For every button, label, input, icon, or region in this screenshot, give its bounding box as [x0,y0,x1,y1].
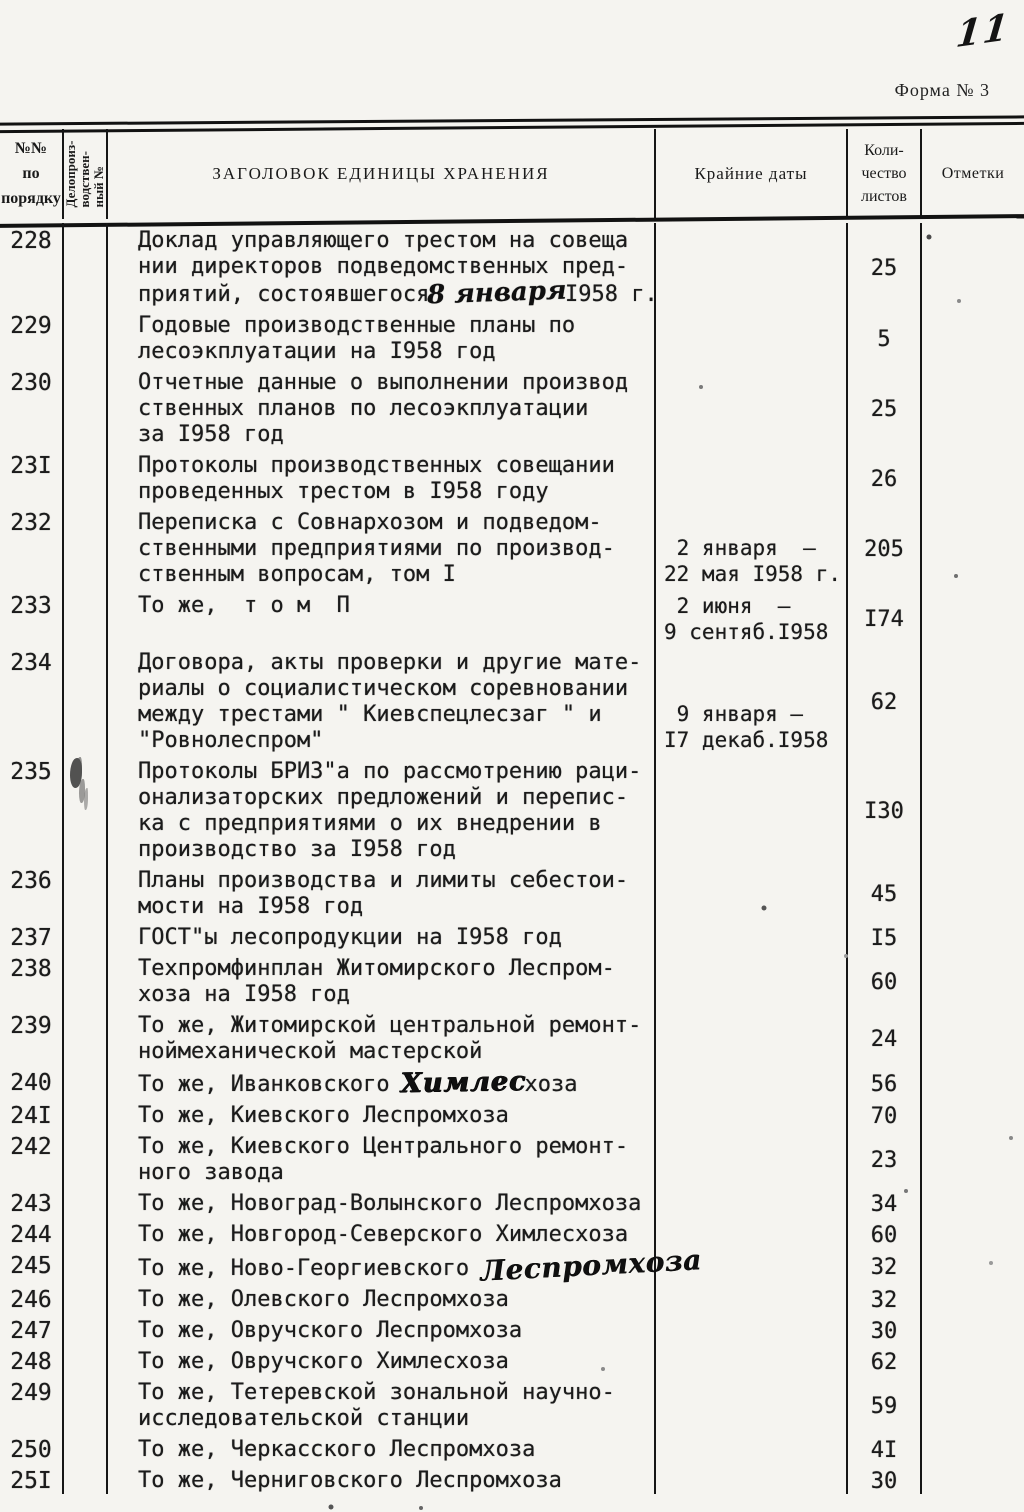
title-cell [108,1344,656,1375]
title-cell [108,645,656,754]
title-line [138,1243,703,1288]
record-number-cell [64,588,108,645]
sheet-count-cell: 70 [848,1098,922,1129]
title-cell [108,754,656,863]
record-number-cell [64,1065,108,1098]
row-number: 228 [0,223,64,308]
row-number: 242 [0,1129,64,1186]
title-line: Протоколы производственных совещании [138,453,615,478]
title-cell [108,1375,656,1432]
date-line: 2 июня – [664,594,791,618]
record-number-cell [64,1432,108,1463]
row-number: 229 [0,308,64,365]
notes-cell [922,1282,1024,1313]
notes-cell [922,645,1024,754]
record-number-cell [64,1344,108,1375]
title-line: хоза на I958 год [138,982,350,1007]
title-cell [108,1129,656,1186]
sheet-count-cell: I5 [848,920,922,951]
title-line [138,1065,654,1100]
record-number-cell [64,1463,108,1494]
record-number-cell [64,1313,108,1344]
title-line: мости на I958 год [138,894,364,919]
record-number-cell [64,1375,108,1432]
header-sheet-count: Коли- чество листов [848,129,922,219]
notes-cell [922,223,1024,308]
notes-cell [922,920,1024,951]
vertical-header-text: Делопроиз- водствен- ный № [63,140,106,208]
sheet-count-cell: 5 [848,308,922,365]
title-cell [108,1186,656,1217]
dates-cell [656,1432,848,1463]
title-cell [108,1282,656,1313]
title-line: ного завода [138,1160,284,1185]
notes-cell [922,1313,1024,1344]
sheet-count-cell: 56 [848,1065,922,1098]
table-row [0,365,1024,448]
row-number: 232 [0,505,64,588]
title-line: онализаторских предложений и перепис- [138,785,629,810]
title-line: риалы о социалистическом соревновании [138,676,629,701]
title-line: Доклад управляющего трестом на совеща [138,228,629,253]
dates-cell [656,645,848,754]
title-line: ноймеханической мастерской [138,1039,483,1064]
dates-cell [656,448,848,505]
title-line: исследовательской станции [138,1406,470,1431]
table-row [0,588,1024,645]
row-number: 237 [0,920,64,951]
table-row [0,223,1024,311]
dates-cell [656,951,848,1008]
title-line: "Ровнолеспром" [138,728,324,753]
row-number: 240 [0,1065,64,1098]
sheet-count-cell: 30 [848,1463,922,1494]
title-line: ственными предприятиями по производ- [138,536,615,561]
row-number: 24I [0,1098,64,1129]
dates-cell [656,1375,848,1432]
row-number: 233 [0,588,64,645]
title-line: ственных планов по лесоэкплуатации [138,396,589,421]
record-number-cell [64,1217,108,1248]
title-cell [108,1008,656,1065]
title-line: Переписка с Совнархозом и подведом- [138,510,602,535]
title-line: лесоэкплуатации на I958 год [138,339,496,364]
table-row [0,1313,1024,1344]
sheet-count-cell: 26 [848,448,922,505]
notes-cell [922,1186,1024,1217]
notes-cell [922,308,1024,365]
table-row [0,1186,1024,1217]
dates-cell [656,505,848,588]
title-cell [108,365,656,448]
date-line: 22 мая I958 г. [664,562,842,586]
title-line: ка с предприятиями о их внедрении в [138,811,602,836]
record-number-cell [64,951,108,1008]
title-line: производство за I958 год [138,837,456,862]
typed-text: То же, Иванковского [138,1072,403,1097]
scan-noise [0,0,2,2]
table-row [0,754,1024,863]
table-row [0,1344,1024,1375]
row-number: 247 [0,1313,64,1344]
title-line: То же, Киевского Центрального ремонт- [138,1134,629,1159]
title-cell [108,223,658,311]
notes-cell [922,1375,1024,1432]
row-number: 236 [0,863,64,920]
header-title: ЗАГОЛОВОК ЕДИНИЦЫ ХРАНЕНИЯ [108,129,656,219]
header-notes: Отметки [941,165,1005,182]
title-cell [108,448,656,505]
table-body [0,223,1024,1494]
dates-cell [656,1008,848,1065]
table-row [0,1008,1024,1065]
dates-cell [656,1129,848,1186]
row-number: 235 [0,754,64,863]
title-cell [108,1432,656,1463]
row-number: 245 [0,1248,64,1282]
table-row [0,1375,1024,1432]
title-line: между трестами " Киевспецлесзаг " и [138,702,602,727]
title-line: ственным вопросам, том I [138,562,456,587]
record-number-cell [64,1248,108,1282]
sheet-count-cell: 25 [848,223,922,308]
dates-cell [656,920,848,951]
table-row [0,1243,1024,1288]
record-number-cell [64,308,108,365]
table-row [0,951,1024,1008]
row-number: 239 [0,1008,64,1065]
sheet-count-cell: 205 [848,505,922,588]
title-cell [108,505,656,588]
table-row [0,1065,1024,1098]
title-line: То же, Киевского Леспромхоза [138,1103,509,1128]
sheet-count-cell: 45 [848,863,922,920]
title-line: То же, Черниговского Леспромхоза [138,1468,562,1493]
title-cell [108,1065,656,1098]
notes-cell [922,951,1024,1008]
notes-cell [922,365,1024,448]
title-cell [108,588,656,645]
row-number: 246 [0,1282,64,1313]
sheet-count-cell: 62 [848,645,922,754]
record-number-cell [64,365,108,448]
date-line: 2 января – [664,536,816,560]
title-line: нии директоров подведомственных пред- [138,254,629,279]
title-line: Протоколы БРИЗ"а по рассмотрению раци- [138,759,642,784]
sheet-count-cell: 30 [848,1313,922,1344]
typed-text: приятий, состоявшегося [138,282,430,307]
title-line: То же, Новгород-Северского Химлесхоза [138,1222,629,1247]
table-header [0,129,1024,219]
sheet-count-cell: 24 [848,1008,922,1065]
handwritten-text: Химлес [400,1065,527,1100]
table-row [0,863,1024,920]
row-number: 234 [0,645,64,754]
notes-cell [922,1344,1024,1375]
header-dates: Крайние даты [656,129,848,219]
record-number-cell [64,863,108,920]
notes-cell [922,1065,1024,1098]
date-line: 9 сентяб.I958 [664,620,829,644]
dates-cell [656,1313,848,1344]
title-line: То же, Тетеревской зональной научно- [138,1380,615,1405]
record-number-cell [64,505,108,588]
row-number: 250 [0,1432,64,1463]
row-number: 244 [0,1217,64,1248]
record-number-cell [64,1282,108,1313]
sheet-count-cell: 59 [848,1375,922,1432]
sheet-count-cell: 60 [848,1217,922,1248]
title-line: Планы производства и лимиты себестои- [138,868,629,893]
notes-cell [922,588,1024,645]
row-number: 248 [0,1344,64,1375]
sheet-count-cell: 25 [848,365,922,448]
sheet-count-cell: 60 [848,951,922,1008]
title-line [138,275,658,311]
record-number-cell [64,1186,108,1217]
notes-cell [922,1008,1024,1065]
dates-cell [656,1065,848,1098]
notes-cell [922,448,1024,505]
record-number-cell [64,1098,108,1129]
sheet-count-cell: 34 [848,1186,922,1217]
title-line: То же, Житомирской центральной ремонт- [138,1013,642,1038]
title-line: То же, Черкасского Леспромхоза [138,1437,536,1462]
dates-cell [656,1282,848,1313]
sheet-count-cell: 4I [848,1432,922,1463]
table-row [0,1282,1024,1313]
dates-cell [656,308,848,365]
sheet-count-cell: I74 [848,588,922,645]
row-number: 249 [0,1375,64,1432]
sheet-count-cell: 32 [848,1282,922,1313]
dates-cell [656,1098,848,1129]
sheet-count-cell: I30 [848,754,922,863]
table-row [0,645,1024,754]
row-number: 25I [0,1463,64,1494]
notes-cell [922,863,1024,920]
dates-cell [656,1463,848,1494]
table-row [0,1098,1024,1129]
table-row [0,448,1024,505]
row-number: 23I [0,448,64,505]
title-cell [108,951,656,1008]
notes-cell [922,1217,1024,1248]
title-line: То же, Овручского Леспромхоза [138,1318,523,1343]
record-number-cell [64,645,108,754]
typed-text: То же, Ново-Георгиевского [138,1256,483,1281]
notes-cell [922,1098,1024,1129]
form-number-label: Форма № 3 [894,80,990,100]
header-order-number: №№ по порядку [0,129,64,219]
table-row [0,1463,1024,1494]
title-line: ГОСТ"ы лесопродукции на I958 год [138,925,562,950]
title-cell [108,1313,656,1344]
typed-text: I958 г. [565,282,658,307]
title-line: То же, т о м П [138,593,350,618]
title-cell [108,920,656,951]
handwritten-text: Леспромхоза [479,1243,703,1288]
row-number: 230 [0,365,64,448]
sheet-count-cell: 23 [848,1129,922,1186]
title-line: То же, Новоград-Волынского Леспромхоза [138,1191,642,1216]
record-number-cell [64,920,108,951]
notes-cell [922,1463,1024,1494]
row-number: 238 [0,951,64,1008]
record-number-cell [64,223,108,308]
title-line: проведенных трестом в I958 году [138,479,549,504]
typed-text: хоза [524,1072,578,1097]
title-cell [108,1243,703,1288]
title-cell [108,863,656,920]
notes-cell [922,1248,1024,1282]
title-line: То же, Овручского Химлесхоза [138,1349,509,1374]
notes-cell [922,1129,1024,1186]
title-line: Техпромфинплан Житомирского Леспром- [138,956,615,981]
dates-cell [656,754,848,863]
handwritten-page-number: 11 [953,5,1012,57]
title-cell [108,1217,656,1248]
title-line: То же, Олевского Леспромхоза [138,1287,509,1312]
title-line: Годовые производственные планы по [138,313,576,338]
title-line: за I958 год [138,422,284,447]
title-cell [108,1463,656,1494]
dates-cell [656,1344,848,1375]
table-row [0,1217,1024,1248]
dates-cell [656,1186,848,1217]
sheet-count-cell: 62 [848,1344,922,1375]
title-line: Отчетные данные о выполнении производ [138,370,629,395]
sheet-count-cell: 32 [848,1248,922,1282]
record-number-cell [64,1129,108,1186]
notes-cell [922,1432,1024,1463]
table-row [0,1129,1024,1186]
date-line: 9 января – [664,702,804,726]
notes-cell [922,505,1024,588]
date-line: I7 декаб.I958 [664,728,829,752]
header-record-number [64,129,108,219]
table-row [0,920,1024,951]
dates-cell [656,365,848,448]
table-row [0,505,1024,588]
dates-cell [656,588,848,645]
title-line: Договора, акты проверки и другие мате- [138,650,642,675]
table-row [0,308,1024,365]
table-row [0,1432,1024,1463]
notes-cell [922,754,1024,863]
title-cell [108,1098,656,1129]
handwritten-text: 8 января [426,275,568,311]
record-number-cell [64,1008,108,1065]
dates-cell [656,863,848,920]
title-cell [108,308,656,365]
row-number: 243 [0,1186,64,1217]
dates-cell [656,223,848,308]
record-number-cell [64,448,108,505]
